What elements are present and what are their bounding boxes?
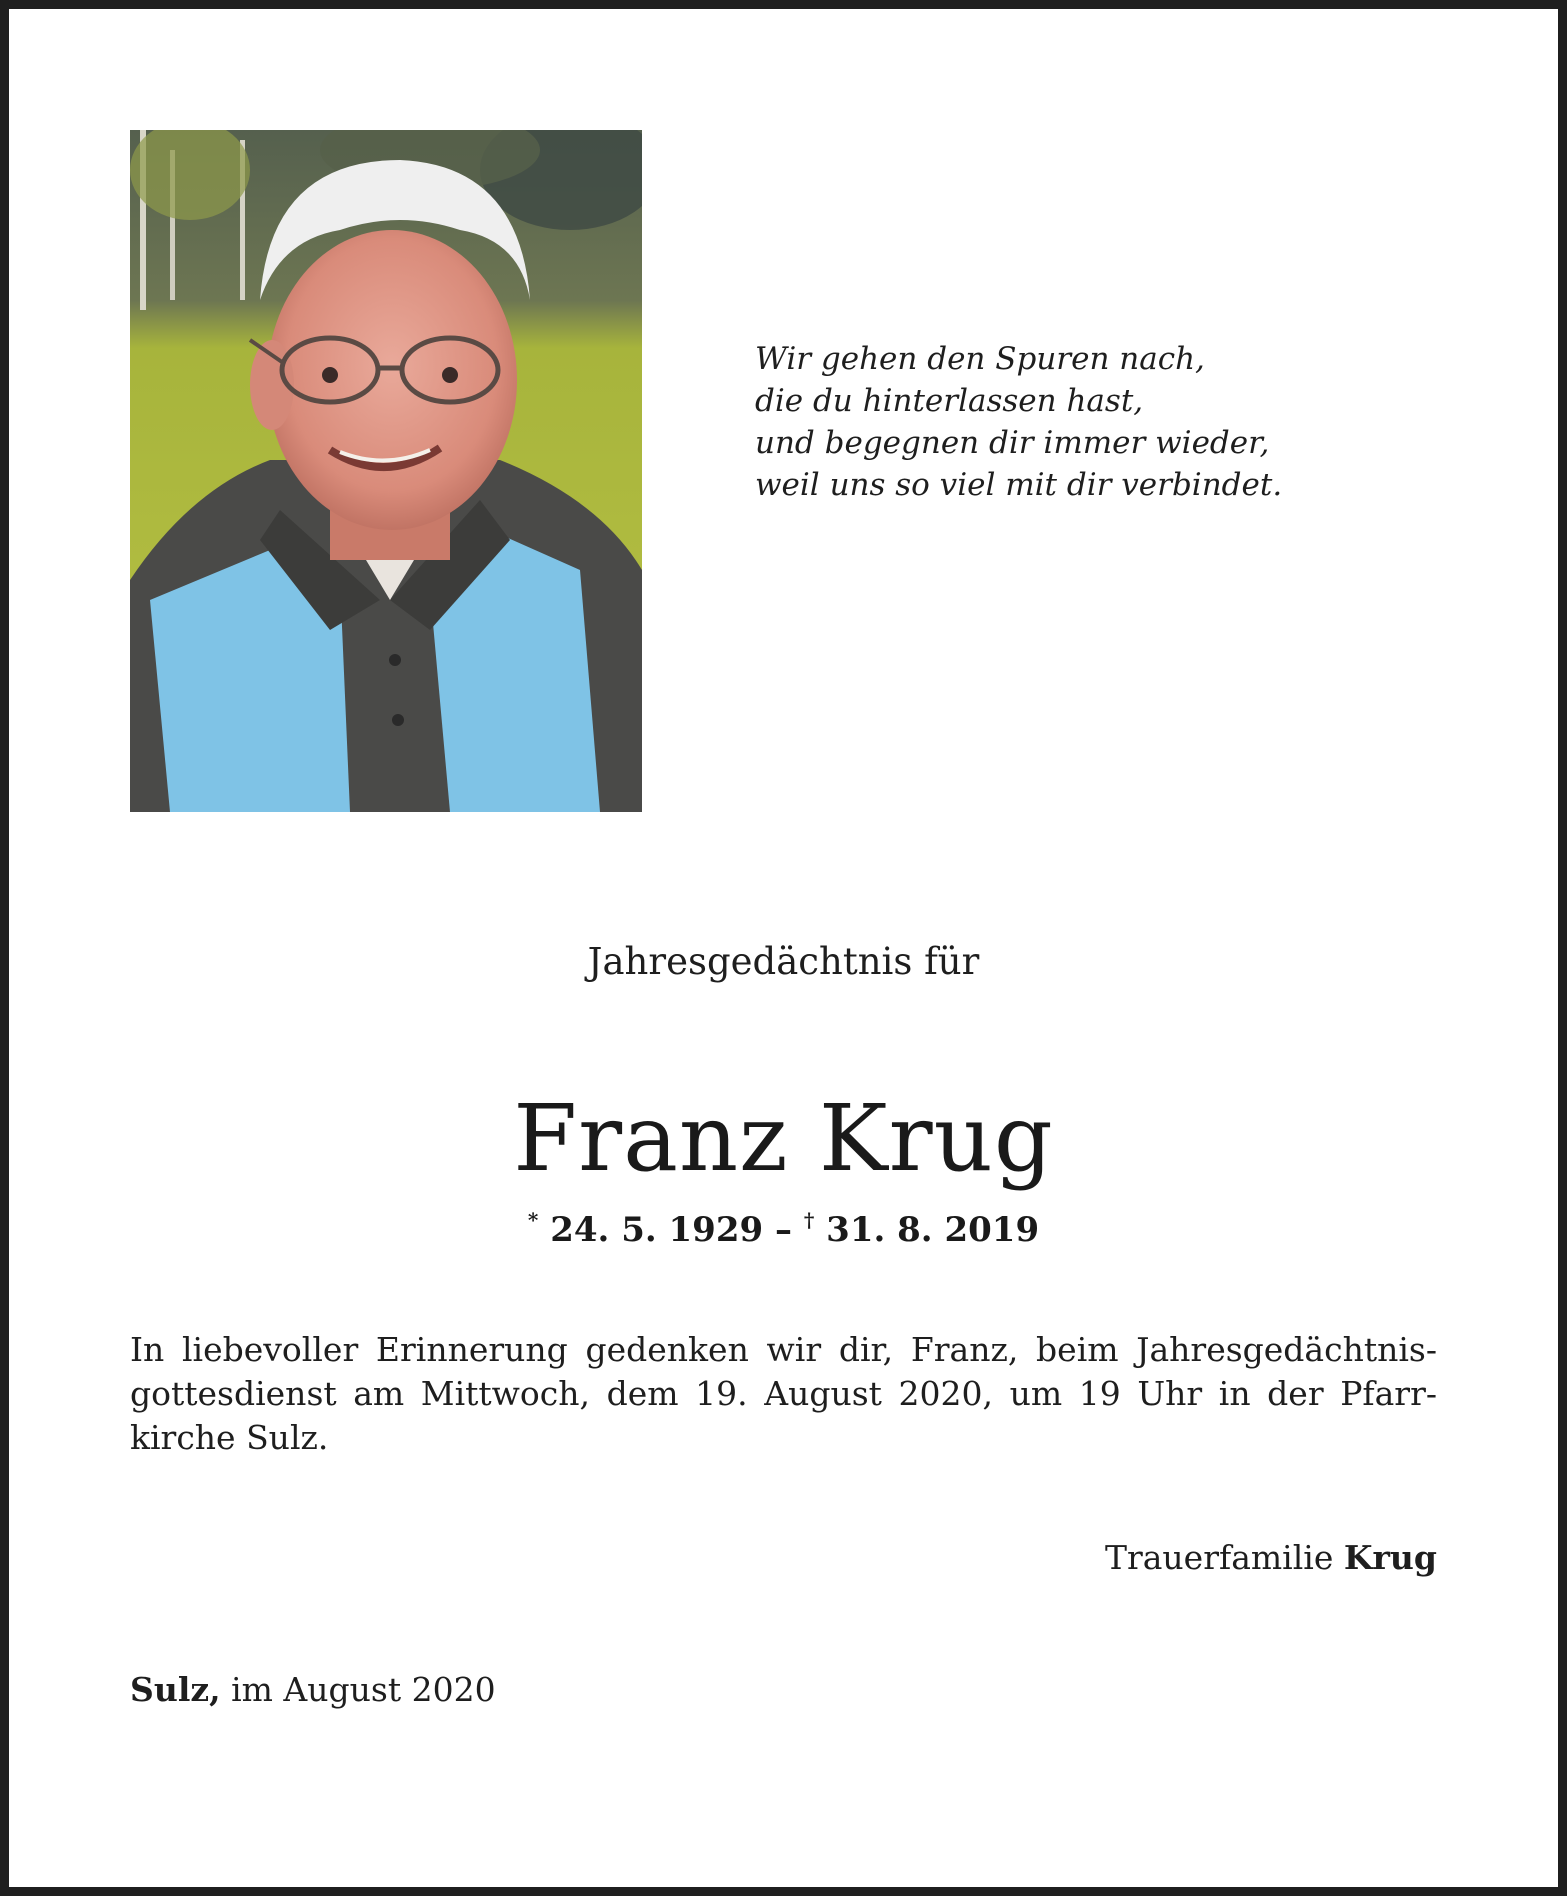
birth-date: 24. 5. 1929 <box>550 1210 764 1250</box>
place-date: im August 2020 <box>231 1670 496 1709</box>
memorial-poem <box>755 338 1282 506</box>
life-dates <box>0 1208 1567 1250</box>
poem-line: weil uns so viel mit dir verbindet. <box>755 467 1283 503</box>
family-signature <box>1105 1538 1437 1577</box>
place-city: Sulz, <box>130 1670 221 1709</box>
message-line: In liebevoller Erinnerung gedenken wir dir, Franz, beim Jahresgedächtnis- <box>130 1330 1437 1369</box>
poem-line: Wir gehen den Spuren nach, <box>755 341 1205 377</box>
message-line: gottesdienst am Mittwoch, dem 19. August 2020, um 19 Uhr in der Pfarr- <box>130 1374 1437 1413</box>
signature-prefix: Trauerfamilie <box>1104 1538 1334 1577</box>
portrait-photo <box>130 130 642 812</box>
place-and-date <box>130 1670 496 1709</box>
portrait-illustration <box>130 130 642 812</box>
death-date: 31. 8. 2019 <box>826 1210 1040 1250</box>
poem-line: die du hinterlassen hast, <box>755 383 1144 419</box>
poem-line: und begegnen dir immer wieder, <box>755 425 1270 461</box>
date-separator: – <box>775 1210 792 1250</box>
memorial-message <box>130 1328 1437 1460</box>
birth-symbol: * <box>527 1208 539 1232</box>
deceased-name: Franz Krug <box>513 1085 1054 1192</box>
death-symbol: † <box>803 1208 815 1232</box>
signature-family-name: Krug <box>1343 1538 1437 1577</box>
message-line: kirche Sulz. <box>130 1418 329 1457</box>
notice-subtitle: Jahresgedächtnis für <box>587 940 980 983</box>
